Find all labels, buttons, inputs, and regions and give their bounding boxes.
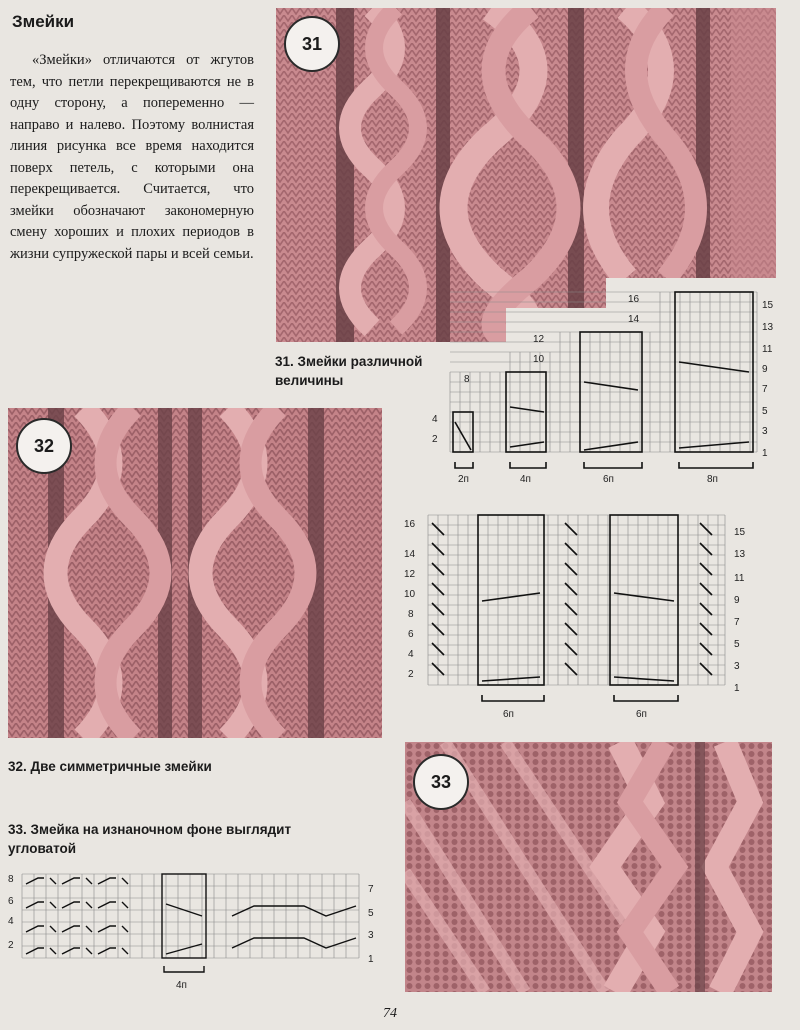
chart-31-row-label: 12	[533, 334, 545, 345]
chart-33	[4, 866, 394, 996]
chart-33-row-label: 4	[8, 916, 14, 927]
chart-32-row-label: 11	[734, 573, 745, 584]
chart-32-row-label: 10	[404, 589, 416, 600]
photo-31-number-badge: 31	[284, 16, 340, 72]
chart-33-row-label: 8	[8, 874, 14, 885]
chart-32-width-label: 6п	[636, 709, 647, 720]
photo-32	[8, 408, 382, 738]
chart-33-row-label: 2	[8, 940, 14, 951]
chart-31-row-label: 16	[628, 294, 640, 305]
chart-31	[420, 282, 790, 492]
chart-32-row-label: 5	[734, 639, 740, 650]
chart-32-row-label: 6	[408, 629, 414, 640]
chart-32	[400, 505, 770, 725]
chart-31-row-label: 10	[533, 354, 545, 365]
chart-32-row-label: 3	[734, 661, 740, 672]
chart-32-row-label: 12	[404, 569, 416, 580]
photo-33-number-badge: 33	[413, 754, 469, 810]
chart-32-row-label: 8	[408, 609, 414, 620]
chart-32-row-label: 4	[408, 649, 414, 660]
chart-31-row-label: 14	[628, 314, 640, 325]
page-number: 74	[383, 1006, 397, 1021]
chart-32-row-label: 16	[404, 519, 416, 530]
photo-32-number-badge: 32	[16, 418, 72, 474]
photo-33	[405, 742, 772, 992]
chart-31-row-label: 7	[762, 384, 768, 395]
chart-31-row-label: 15	[762, 300, 774, 311]
chart-31-row-label: 5	[762, 406, 768, 417]
page-heading: Змейки	[12, 12, 75, 31]
chart-31-width-label: 2п	[458, 474, 469, 485]
chart-31-row-label: 3	[762, 426, 768, 437]
chart-31-row-label: 11	[762, 344, 773, 355]
chart-32-width-label: 6п	[503, 709, 514, 720]
intro-paragraph: «Змейки» отличаются от жгутов тем, что петли перекрещиваются не в одну сторону, а попеременно — направо и налево. Поэтому волнистая линия рисунка все время находится поверх петель, с которыми она перекрещивается. Считается, что змейки обозначают закономерную смену хороших и плохих периодов в жизни супружеской пары и всей семьи.	[10, 52, 254, 262]
chart-32-row-label: 9	[734, 595, 740, 606]
caption-33: 33. Змейка на изнаночном фоне выглядит угловатой	[8, 822, 292, 856]
chart-31-row-label: 4	[432, 414, 438, 425]
chart-31-width-label: 6п	[603, 474, 614, 485]
chart-33-row-label: 3	[368, 930, 374, 941]
chart-31-row-label: 9	[762, 364, 768, 375]
chart-32-row-label: 15	[734, 527, 746, 538]
chart-33-row-label: 6	[8, 896, 14, 907]
chart-33-row-label: 5	[368, 908, 374, 919]
chart-32-row-label: 2	[408, 669, 414, 680]
chart-32-row-label: 13	[734, 549, 746, 560]
chart-31-width-label: 4п	[520, 474, 531, 485]
caption-31: 31. Змейки различной величины	[275, 354, 423, 388]
chart-32-row-label: 7	[734, 617, 740, 628]
chart-31-row-label: 1	[762, 448, 768, 459]
chart-32-row-label: 1	[734, 683, 740, 694]
chart-32-row-label: 14	[404, 549, 416, 560]
chart-31-width-label: 8п	[707, 474, 718, 485]
chart-31-row-label: 8	[464, 374, 470, 385]
chart-31-row-label: 13	[762, 322, 774, 333]
chart-33-width-label: 4п	[176, 980, 187, 991]
chart-33-row-label: 7	[368, 884, 374, 895]
caption-32: 32. Две симметричные змейки	[8, 759, 212, 774]
chart-33-row-label: 1	[368, 954, 374, 965]
chart-31-row-label: 2	[432, 434, 438, 445]
